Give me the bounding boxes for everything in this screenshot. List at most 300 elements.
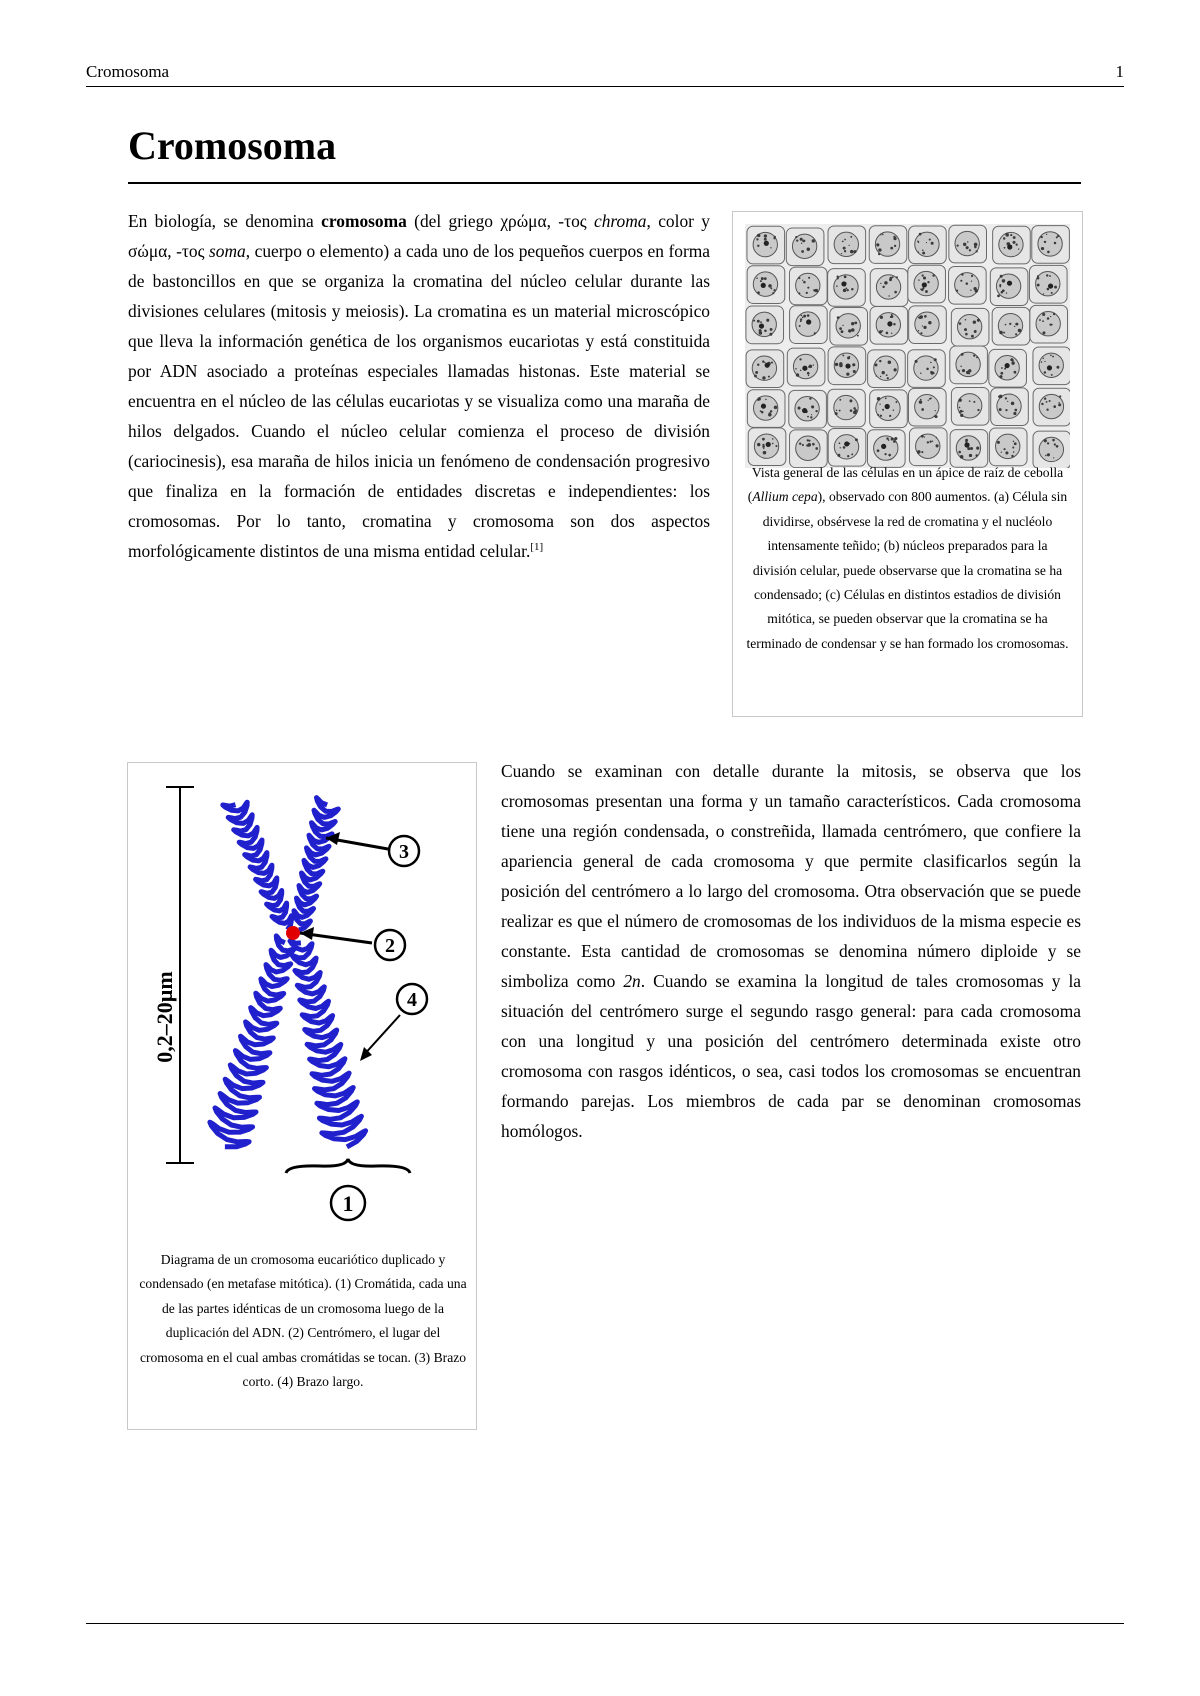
reference-link[interactable]: [1]	[530, 541, 544, 554]
chromatin-granule	[837, 454, 840, 457]
chromatin-granule	[1047, 442, 1049, 444]
caption-text: ), observado con 800 aumentos. (a) Célula sin dividirse, obsérvese la red de cromatina y el nucléolo intensamente teñido; (b) núcleos preparados para la división celular, puede observarse que la cromatina se ha condensado; (c) Células en distintos estadios de división mitótica, se pueden observar que la cromatina se ha terminado de condensar y se han formado los cromosomas.	[746, 489, 1069, 651]
chromatin-granule	[959, 412, 961, 414]
chromatin-granule	[924, 315, 927, 318]
chromatin-granule	[965, 319, 967, 321]
chromatin-granule	[970, 447, 973, 450]
chromatin-granule	[879, 330, 882, 333]
chromatin-granule	[762, 376, 765, 379]
chromatin-granule	[1046, 234, 1047, 235]
label-1	[331, 1186, 365, 1220]
chromatin-granule	[997, 295, 1000, 298]
chromatin-granule	[1005, 233, 1009, 237]
chromatin-granule	[844, 239, 846, 241]
chromatin-granule	[1009, 323, 1011, 325]
chromatin-granule	[839, 364, 843, 368]
chromatin-granule	[811, 405, 814, 408]
chromatin-granule	[960, 280, 962, 282]
chromatin-granule	[815, 410, 817, 412]
chromatin-granule	[934, 358, 937, 361]
chromatin-granule	[802, 280, 803, 281]
chromatin-granule	[770, 247, 771, 248]
chromatin-granule	[1003, 237, 1005, 239]
chromatin-granule	[882, 234, 884, 236]
chromatin-granule	[761, 411, 764, 414]
chromatin-granule	[961, 353, 964, 356]
chromatin-granule	[1059, 395, 1061, 397]
running-header	[86, 60, 1124, 87]
chromatin-granule	[877, 414, 879, 416]
chromatin-granule	[803, 281, 806, 284]
chromatin-granule	[837, 278, 839, 280]
chromatin-granule	[969, 454, 972, 457]
text-span: Cuando se examinan con detalle durante la mitosis, se observa que los cromosomas presentan una forma y un tamaño característicos. Cada cromosoma tiene una región condensada, o constreñida, llamada centrómero, que confiere la apariencia general de cada cromosoma y que permite clasificarlos según la posición del centrómero a lo largo del cromosoma. Otra observación que se puede realizar es que el número de cromosomas de los individuos de la misma especie es constante. Esta cantidad de cromosomas se denomina número diploide y se simboliza como	[501, 761, 1081, 991]
label-2	[375, 930, 405, 960]
chromatin-granule	[1049, 275, 1051, 277]
chromatin-granule	[975, 454, 978, 457]
chromatin-granule	[966, 246, 969, 249]
figure-onion-root-cells	[732, 211, 1083, 717]
chromatin-granule	[764, 234, 767, 237]
chromatin-granule	[802, 317, 804, 319]
chromatin-granule	[1049, 400, 1051, 402]
chromatin-granule	[808, 277, 810, 279]
chromatin-granule	[769, 333, 772, 336]
chromatin-granule	[1000, 372, 1003, 375]
chromatin-granule	[966, 371, 970, 375]
chromatin-granule	[1005, 451, 1008, 454]
chromatin-granule	[876, 243, 879, 246]
cell-nucleus	[1036, 312, 1060, 336]
chromatin-granule	[974, 330, 977, 333]
chromatin-granule	[803, 240, 806, 243]
chromatin-granule	[923, 276, 926, 279]
chromatin-granule	[760, 280, 762, 282]
chromatin-granule	[959, 407, 961, 409]
chromatin-granule	[1054, 443, 1056, 445]
chromatin-granule	[1052, 356, 1054, 358]
chromatin-granule	[762, 445, 765, 448]
chromatin-granule	[800, 318, 802, 320]
chromatin-granule	[815, 289, 818, 292]
chromatin-granule	[1037, 275, 1039, 277]
text-span: , color y σώμα, -τος	[128, 211, 710, 261]
chromatin-granule	[879, 404, 880, 405]
chromatin-granule	[764, 329, 767, 332]
chromatin-granule	[921, 435, 924, 438]
article-title: Cromosoma	[128, 120, 1081, 184]
chromatin-granule	[1052, 439, 1054, 441]
chromatin-granule	[973, 401, 975, 403]
chromatin-granule	[1001, 367, 1003, 369]
chromatin-granule	[849, 356, 850, 357]
centromere-dot	[286, 926, 300, 940]
chromatin-granule	[1057, 235, 1059, 237]
nucleolus	[761, 283, 766, 288]
svg-text:3: 3	[399, 841, 409, 863]
label-3	[389, 836, 419, 866]
nucleolus	[759, 323, 764, 328]
chromatin-granule	[967, 241, 968, 242]
chromatin-granule	[795, 368, 797, 370]
running-title: Cromosoma	[86, 62, 170, 81]
chromatin-granule	[857, 335, 859, 337]
chromatin-granule	[755, 371, 758, 374]
chromatin-granule	[848, 329, 851, 332]
nucleolus	[802, 408, 807, 413]
chromatin-granule	[890, 316, 892, 318]
chromatin-granule	[1056, 445, 1059, 448]
chromatin-granule	[933, 366, 935, 368]
chromatin-granule	[810, 416, 812, 418]
chromatin-granule	[882, 409, 884, 411]
cell-micrograph	[745, 224, 1070, 468]
chromatin-granule	[852, 363, 855, 366]
chromatin-granule	[807, 314, 810, 317]
chromatin-granule	[842, 355, 844, 357]
chromatin-granule	[999, 395, 1003, 399]
chromatin-granule	[1051, 324, 1053, 326]
chromatin-granule	[888, 439, 890, 441]
chromatin-granule	[882, 286, 884, 288]
chromatin-granule	[929, 441, 931, 443]
chromatin-granule	[885, 397, 887, 399]
chromatin-granule	[807, 248, 810, 251]
chromatin-granule	[1042, 313, 1045, 316]
cell-nucleus	[874, 356, 898, 380]
chromatin-granule	[894, 245, 896, 247]
chromatin-granule	[928, 400, 929, 401]
chromatin-granule	[997, 441, 1000, 444]
chromatin-granule	[801, 243, 802, 244]
chromatin-granule	[956, 244, 958, 246]
chromatin-granule	[921, 408, 924, 411]
chromatin-granule	[772, 443, 774, 445]
chromatin-granule	[894, 291, 897, 294]
chromatin-granule	[935, 410, 936, 411]
nucleolus	[845, 363, 850, 368]
chromatin-granule	[1040, 236, 1042, 238]
chromatin-granule	[876, 375, 877, 376]
chromatin-granule	[1058, 403, 1061, 406]
chromatin-granule	[812, 239, 815, 242]
term-italic: chroma	[594, 211, 647, 231]
chromatin-granule	[976, 250, 978, 252]
chromatin-granule	[878, 253, 880, 255]
text-span: , cuerpo o elemento) a cada uno de los pequeños cuerpos en forma de bastoncillos en que se organiza la cromatina del núcleo celular durante las divisiones celulares (mitosis y meiosis). La cromatina es un material microscópico que lleva la información genética de los organismos eucariotas y está constituida por ADN asociado a proteínas especiales llamadas histonas. Este material se encuentra en el núcleo de las células eucariotas y se visualiza como una maraña de hilos delgados. Cuando el núcleo celular comienza el proceso de división (cariocinesis), esa maraña de hilos inicia un fenómeno de condensación progresivo que finaliza en la formación de entidades discretas e independientes: los cromosomas. Por lo tanto, cromatina y cromosoma son dos aspectos morfológicamente distintos de una misma entidad celular.	[128, 241, 710, 561]
chromatin-granule	[799, 325, 801, 327]
chromatin-granule	[1003, 448, 1005, 450]
chromatin-granule	[973, 320, 976, 323]
chromatin-granule	[893, 323, 895, 325]
chromatin-granule	[851, 328, 855, 332]
chromatin-granule	[773, 289, 775, 291]
chromatin-granule	[854, 321, 857, 324]
nucleolus	[922, 282, 927, 287]
chromatin-granule	[1041, 247, 1044, 250]
caption-text: Vista general de las células en un ápice de raíz de cebolla (	[747, 465, 1064, 505]
chromatin-granule	[798, 277, 800, 279]
chromatin-granule	[958, 398, 961, 401]
chromatin-granule	[958, 370, 960, 372]
chromatin-granule	[961, 274, 963, 276]
chromatin-granule	[884, 281, 887, 284]
chromatin-granule	[759, 329, 762, 332]
chromatin-granule	[923, 326, 926, 329]
chromatin-granule	[756, 277, 758, 279]
chromatin-granule	[764, 277, 767, 280]
chromatin-granule	[855, 438, 858, 441]
chromatin-granule	[880, 376, 881, 377]
cell-nucleus	[836, 314, 860, 338]
chromatin-granule	[851, 453, 853, 455]
chromatin-granule	[847, 455, 849, 457]
chromatin-granule	[932, 274, 934, 276]
chromatin-granule	[796, 240, 798, 242]
chromatin-granule	[813, 364, 814, 365]
chromatin-granule	[1047, 251, 1050, 254]
chromatin-granule	[775, 445, 777, 447]
figure-caption-cells	[745, 461, 1070, 656]
chromatin-granule	[812, 443, 815, 446]
chromatin-granule	[756, 238, 758, 240]
chromatin-granule	[931, 371, 934, 374]
figure-caption-chromosome: Diagrama de un cromosoma eucariótico duplicado y condensado (en metafase mitótica). (1) Cromátida, cada una de las partes idénticas de un cromosoma luego de la duplicación del ADN. (2) Centrómero, el lugar del cromosoma en el cual ambas cromátidas se tocan. (3) Brazo corto. (4) Brazo largo.	[139, 1252, 467, 1390]
chromatin-granule	[889, 278, 892, 281]
chromatin-granule	[1041, 403, 1043, 405]
chromatid-left-short-arm	[223, 802, 292, 930]
label-4	[397, 984, 427, 1014]
chromatin-granule	[835, 412, 838, 415]
chromatin-granule	[922, 325, 923, 326]
chromatin-granule	[1042, 331, 1045, 334]
chromatin-granule	[1012, 447, 1014, 449]
chromatin-granule	[920, 332, 922, 334]
chromatin-granule	[1047, 288, 1050, 291]
chromatin-granule	[836, 285, 838, 287]
chromatin-granule	[795, 236, 797, 238]
chromatin-granule	[895, 401, 897, 403]
chromatin-granule	[918, 330, 919, 331]
chromatin-granule	[917, 450, 921, 454]
chromatin-granule	[841, 253, 842, 254]
chromatin-granule	[809, 397, 811, 399]
chromatin-granule	[1005, 409, 1007, 411]
chromatin-granule	[960, 366, 961, 367]
chromatin-granule	[846, 372, 849, 375]
chromatin-granule	[959, 322, 962, 325]
chromatin-granule	[851, 322, 854, 325]
chromatin-granule	[770, 328, 773, 331]
chromatin-granule	[763, 448, 764, 449]
chromatin-granule	[891, 438, 894, 441]
chromatin-granule	[919, 317, 921, 319]
chromatin-granule	[920, 288, 922, 290]
nucleolus	[802, 366, 807, 371]
chromatin-granule	[837, 316, 840, 319]
chromatin-granule	[971, 275, 973, 277]
chromatin-granule	[929, 239, 931, 241]
chromatin-granule	[1041, 361, 1043, 363]
chromatin-granule	[888, 360, 892, 364]
chromatin-granule	[757, 364, 759, 366]
chromatin-granule	[930, 362, 932, 364]
chromatin-granule	[960, 455, 964, 459]
chromatin-granule	[811, 414, 812, 415]
chromatin-granule	[815, 447, 818, 450]
chromatin-granule	[965, 439, 968, 442]
chromatin-granule	[919, 400, 922, 403]
chromatin-granule	[839, 399, 841, 401]
chromatin-granule	[932, 441, 933, 442]
chromatin-granule	[1051, 292, 1053, 294]
nucleolus	[964, 442, 969, 447]
chromatid-left-long-arm	[210, 936, 294, 1147]
chromatin-granule	[920, 373, 921, 374]
chromatin-granule	[1047, 317, 1050, 320]
nucleolus	[1048, 283, 1053, 288]
chromatin-granule	[849, 245, 850, 246]
chromatin-granule	[757, 320, 760, 323]
chromatin-granule	[770, 410, 772, 412]
chromatin-granule	[1039, 319, 1041, 321]
chromatin-granule	[1051, 374, 1053, 376]
chromatin-granule	[1044, 398, 1046, 400]
svg-text:4: 4	[407, 989, 417, 1011]
chromatin-granule	[1045, 455, 1047, 457]
chromatin-granule	[890, 247, 893, 250]
chromatin-granule	[803, 315, 806, 318]
chromatin-granule	[894, 437, 897, 440]
chromatin-granule	[768, 284, 772, 288]
chromatid-brace	[286, 1159, 410, 1173]
text-span: . Cuando se examina la longitud de tales cromosomas y la situación del centrómero surge el segundo rasgo general: para cada cromosoma con una longitud y una posición del centrómero determinada existe otro cromosoma con rasgos idénticos, o sea, casi todos los cromosomas se encuentran formando parejas. Los miembros de cada par se denominan cromosomas homólogos.	[501, 971, 1081, 1141]
nucleolus	[1047, 365, 1052, 370]
chromatin-granule	[971, 281, 972, 282]
chromatin-granule	[757, 443, 760, 446]
chromatin-granule	[1006, 292, 1007, 293]
chromatin-granule	[918, 279, 919, 280]
cell-nucleus	[1039, 394, 1063, 418]
chromatin-granule	[962, 369, 965, 372]
chromatin-granule	[774, 406, 777, 409]
chromatin-granule	[772, 438, 774, 440]
chromatin-granule	[1003, 332, 1005, 334]
chromatin-granule	[888, 454, 891, 457]
chromatin-granule	[1050, 355, 1052, 357]
chromatin-granule	[1016, 243, 1018, 245]
chromatin-granule	[915, 360, 918, 363]
chromatin-granule	[1013, 241, 1016, 244]
chromatin-granule	[889, 415, 891, 417]
chromatin-granule	[1011, 455, 1013, 457]
chromatin-granule	[769, 412, 771, 414]
chromatin-granule	[839, 442, 841, 444]
chromatin-granule	[1001, 452, 1002, 453]
chromatin-granule	[973, 354, 975, 356]
chromatin-granule	[896, 276, 898, 278]
chromatin-granule	[1044, 371, 1046, 373]
chromatin-granule	[1046, 409, 1048, 411]
chromatin-granule	[1014, 442, 1017, 445]
chromatin-granule	[1005, 397, 1007, 399]
chromatin-granule	[1000, 275, 1003, 278]
chromatin-granule	[1054, 286, 1057, 289]
chromatin-granule	[1014, 409, 1017, 412]
chromatin-granule	[893, 440, 896, 443]
scale-label: 0,2–20µm	[152, 971, 177, 1063]
intro-paragraph	[128, 206, 710, 566]
cell-nucleus	[915, 394, 939, 418]
chromatin-granule	[753, 320, 755, 322]
nucleolus	[761, 404, 766, 409]
chromatin-granule	[846, 287, 848, 289]
svg-text:1: 1	[342, 1191, 354, 1216]
nucleolus	[765, 363, 770, 368]
chromatin-granule	[757, 291, 760, 294]
chromatids	[210, 798, 366, 1147]
nucleolus	[1005, 363, 1010, 368]
chromatin-granule	[964, 328, 967, 331]
chromatin-granule	[849, 399, 852, 402]
chromatin-granule	[799, 358, 801, 360]
nucleolus	[806, 319, 811, 324]
chromatin-granule	[762, 360, 764, 362]
footer-rule	[86, 1623, 1124, 1624]
chromatin-granule	[935, 415, 938, 418]
chromatin-granule	[853, 411, 857, 415]
chromatin-granule	[807, 444, 809, 446]
chromosome-image	[136, 771, 468, 1249]
chromatin-granule	[965, 333, 968, 336]
chromatin-granule	[918, 242, 919, 243]
chromatin-granule	[1037, 277, 1040, 280]
chromatin-granule	[999, 408, 1002, 411]
cell-nucleus	[1039, 353, 1063, 377]
nucleolus	[887, 321, 892, 326]
nucleolus	[885, 404, 890, 409]
chromatin-granule	[887, 377, 889, 379]
chromatin-granule	[1014, 371, 1017, 374]
chromatin-granule	[977, 409, 979, 411]
chromatin-granule	[1013, 412, 1016, 415]
nucleolus	[844, 441, 849, 446]
chromatin-granule	[973, 287, 976, 290]
mitosis-paragraph	[501, 756, 1081, 1146]
chromatin-granule	[840, 447, 841, 448]
chromatin-granule	[1037, 284, 1040, 287]
cell-nucleus	[1039, 437, 1063, 461]
chromatin-granule	[814, 332, 816, 334]
chromatin-granule	[809, 365, 812, 368]
text-span: (del griego χρώμα, -τος	[406, 211, 595, 231]
chromatin-granule	[1044, 361, 1045, 362]
chromatin-granule	[919, 233, 922, 236]
chromatin-granule	[1043, 293, 1044, 294]
cell-nucleus	[874, 436, 898, 460]
chromatin-granule	[766, 319, 769, 322]
chromatin-granule	[956, 290, 958, 292]
chromatin-granule	[773, 237, 775, 239]
chromatin-granule	[1053, 457, 1054, 458]
chromatin-granule	[844, 275, 847, 278]
chromatin-granule	[1056, 366, 1059, 369]
chromatin-granule	[1014, 326, 1015, 327]
chromatin-granule	[764, 362, 765, 363]
chromatin-granule	[1011, 361, 1014, 364]
chromatin-granule	[768, 376, 770, 378]
chromatin-granule	[927, 441, 929, 443]
